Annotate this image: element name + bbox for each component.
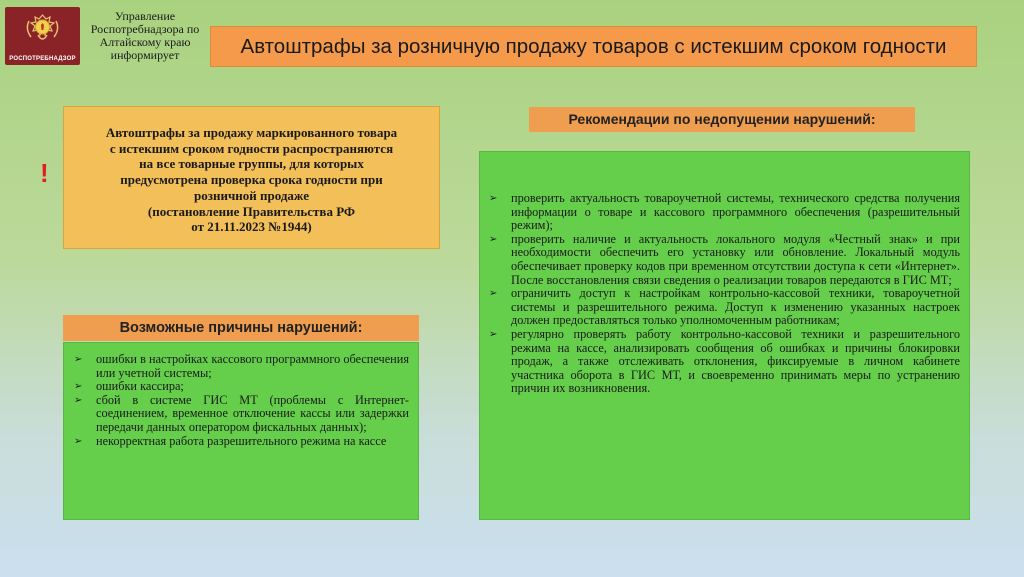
- list-item-text: сбой в системе ГИС МТ (проблемы с Интернет-соединением, временное отключение кассы или задержки передачи данных оператором фискальных данных);: [96, 392, 409, 434]
- fine-line: от 21.11.2023 №1944): [191, 219, 312, 235]
- list-item-text: регулярно проверять работу контрольно-кассовой техники и разрешительного режима на кассе, анализировать сообщения об ошибках и причины блокировки продаж, а также отслеживать отклонения, фиксируемые в личном кабинете участника оборота в ГИС МТ, и своевременно принимать меры по устранению причин их возникновения.: [511, 326, 960, 396]
- arrow-bullet-icon: ➢: [489, 288, 498, 300]
- fine-line: (постановление Правительства РФ: [147, 203, 356, 219]
- list-item: [74, 394, 409, 435]
- arrow-bullet-icon: ➢: [489, 328, 498, 340]
- list-item-text: ошибки кассира;: [96, 379, 184, 394]
- list-item: [489, 192, 960, 233]
- rospotrebnadzor-logo: [5, 7, 80, 65]
- list-item: [489, 287, 960, 328]
- org-line: Алтайскому краю: [99, 35, 191, 49]
- list-item-text: проверить актуальность товароучетной системы, технического средства получения информации о товаре и кассового программного обеспечения (разрешительный режим);: [511, 191, 960, 233]
- org-line: Управление: [114, 9, 176, 23]
- list-item-text: некорректная работа разрешительного режима на кассе: [96, 433, 387, 448]
- page-title: Автоштрафы за розничную продажу товаров с истекшим сроком годности: [210, 26, 977, 67]
- list-item: [74, 380, 409, 394]
- causes-heading: Возможные причины нарушений:: [63, 315, 419, 341]
- list-item: [74, 435, 409, 449]
- logo-caption: РОСПОТРЕБНАДЗОР: [9, 56, 76, 62]
- org-name: [84, 10, 206, 62]
- list-item: [489, 233, 960, 287]
- arrow-bullet-icon: ➢: [74, 435, 83, 447]
- list-item: [74, 353, 409, 380]
- arrow-bullet-icon: ➢: [74, 381, 83, 393]
- fine-notice: [63, 106, 440, 249]
- recommendations-heading: Рекомендации по недопущении нарушений:: [529, 107, 915, 132]
- list-item-text: проверить наличие и актуальность локального модуля «Честный знак» и при необходимости обеспечить его установку или обновление. Локальный модуль обеспечивает проверку кодов при временном отсутствии доступа к сети «Интернет». После восстановления связи сведения о реализации товаров передаются в ГИС МТ;: [511, 231, 960, 287]
- arrow-bullet-icon: ➢: [489, 233, 498, 245]
- causes-panel: [63, 342, 419, 520]
- recommendations-panel: [479, 151, 970, 520]
- arrow-bullet-icon: ➢: [74, 354, 83, 365]
- causes-list: [74, 353, 409, 448]
- arrow-bullet-icon: ➢: [489, 193, 498, 204]
- fine-line: Автоштрафы за продажу маркированного товара: [105, 125, 398, 140]
- org-line: информирует: [110, 48, 180, 62]
- list-item-text: ограничить доступ к настройкам контрольно-кассовой техники, товароучетной системы и разрешительного режима. Доступ к изменению указанных настроек должен предоставляться только уполномоченным работникам;: [511, 286, 960, 328]
- recommendations-list: [489, 192, 960, 396]
- fine-line: предусмотрена проверка срока годности при: [120, 172, 383, 188]
- fine-line: с истекшим сроком годности распространяются: [109, 140, 394, 156]
- list-item-text: ошибки в настройках кассового программного обеспечения или учетной системы;: [96, 352, 409, 380]
- fine-line: розничной продаже: [194, 187, 309, 203]
- exclamation-icon: !: [40, 158, 49, 188]
- fine-line: на все товарные группы, для которых: [139, 156, 364, 172]
- list-item: [489, 328, 960, 396]
- arrow-bullet-icon: ➢: [74, 394, 83, 406]
- coat-of-arms-icon: [5, 7, 80, 57]
- org-line: Роспотребнадзора по: [90, 22, 200, 36]
